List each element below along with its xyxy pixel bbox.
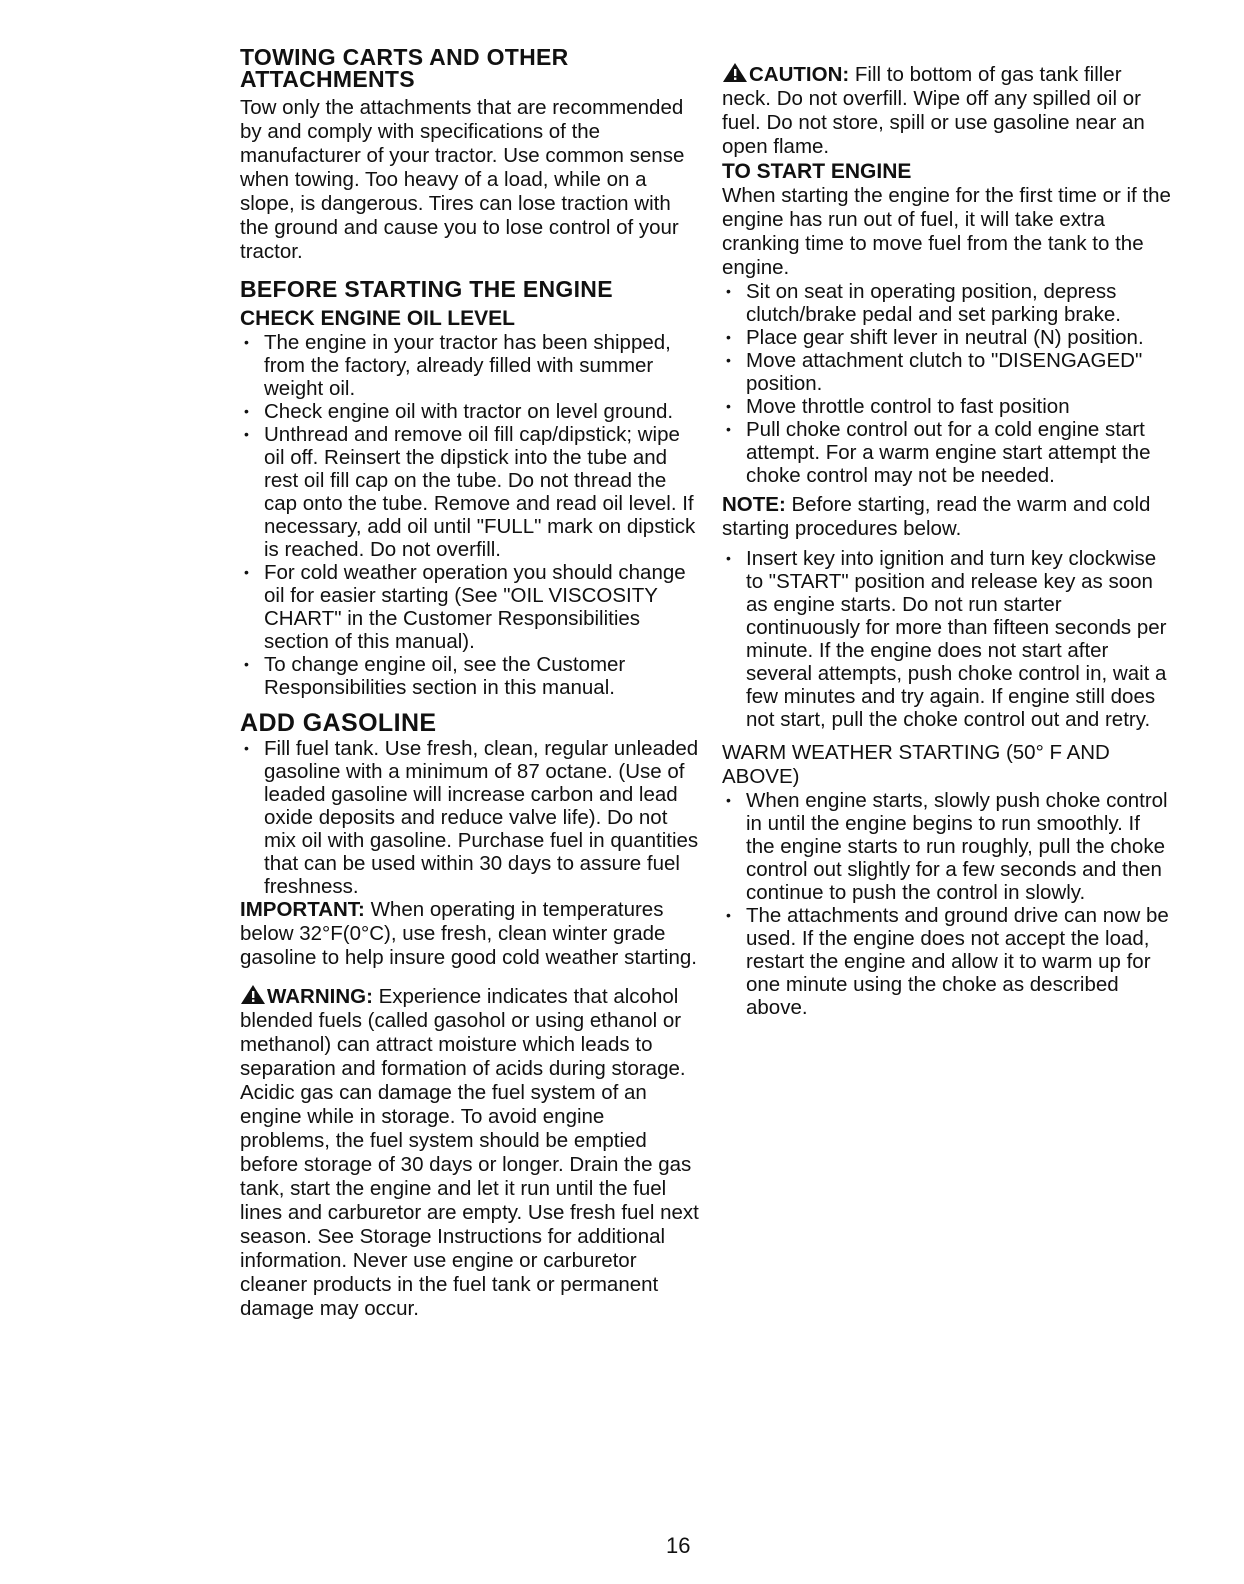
bullet-icon: • [726,792,731,808]
list-item: • Place gear shift lever in neutral (N) position. [726,326,1144,349]
important-note [240,898,700,970]
caution-label: CAUTION: [749,63,850,86]
start-steps-list [722,280,1172,487]
start-engine-body: When starting the engine for the first time or if the engine has run out of fuel, it will take extra cranking time to move fuel from the tank to the engine. [722,184,1171,279]
left-column [240,46,700,1321]
add-gasoline-heading: ADD GASOLINE [240,709,437,737]
warm-weather-list [722,789,1172,1019]
bullet-icon: • [726,352,731,368]
bullet-icon: • [244,334,249,350]
note-block [722,493,1172,541]
warm-weather-heading: WARM WEATHER STARTING (50° F AND ABOVE) [722,741,1110,788]
list-item: • Unthread and remove oil fill cap/dipstick; wipe oil off. Reinsert the dipstick into the tube and rest oil fill cap on the tube. Do not thread the cap onto the tube. Remove and read oil level. If necessary, add oil until "FULL" mark on dipstick is reached. Do not overfill. [244,423,696,561]
list-item: • Fill fuel tank. Use fresh, clean, regular unleaded gasoline with a minimum of 87 octane. (Use of leaded gasoline will increase carbon and lead oxide deposits and reduce valve life). Do not mix oil with gasoline. Purchase fuel in quantities that can be used within 30 days to assure fuel freshness. [244,737,699,898]
right-column [722,62,1172,1019]
important-text: When operating in temperatures below 32°F(0°C), use fresh, clean winter grade gasoline to help insure good cold weather starting. [240,898,697,969]
important-label: IMPORTANT: [240,898,365,921]
list-item: • Move attachment clutch to "DISENGAGED" position. [726,349,1143,395]
warning-triangle-icon [722,62,748,83]
list-item: • Check engine oil with tractor on level ground. [244,400,674,423]
warning-triangle-icon [240,984,266,1005]
list-item: • The engine in your tractor has been shipped, from the factory, already filled with summer weight oil. [244,331,671,400]
note-text: Before starting, read the warm and cold starting procedures below. [722,493,1151,540]
caution-text: Fill to bottom of gas tank filler neck. Do not overfill. Wipe off any spilled oil or fuel. Do not store, spill or use gasoline near an open flame. [722,63,1145,158]
bullet-icon: • [726,421,731,437]
bullet-icon: • [244,426,249,442]
bullet-icon: • [244,656,249,672]
bullet-icon: • [726,329,731,345]
bullet-icon: • [726,398,731,414]
list-item: • The attachments and ground drive can now be used. If the engine does not accept the load, restart the engine and allow it to warm up for one minute using the choke as described above. [726,904,1169,1019]
list-item: • Sit on seat in operating position, depress clutch/brake pedal and set parking brake. [726,280,1121,326]
gasoline-list [240,737,700,898]
list-item: • Pull choke control out for a cold engine start attempt. For a warm engine start attempt the choke control may not be needed. [726,418,1151,487]
list-item: • When engine starts, slowly push choke control in until the engine begins to run smoothly. If the engine starts to run roughly, pull the choke control out slightly for a few seconds and then continue to push the control in slowly. [726,789,1168,904]
warning-block [240,984,700,1321]
warning-label: WARNING: [267,985,373,1008]
bullet-icon: • [726,283,731,299]
bullet-icon: • [726,907,731,923]
caution-block [722,62,1172,159]
towing-heading: TOWING CARTS AND OTHER ATTACHMENTS [240,44,569,92]
key-steps-list [722,547,1172,731]
list-item: • To change engine oil, see the Customer Responsibilities section in this manual. [244,653,626,699]
before-starting-heading: BEFORE STARTING THE ENGINE [240,276,613,302]
list-item: • Insert key into ignition and turn key clockwise to "START" position and release key as soon as engine starts. Do not run starter continuously for more than fifteen seconds per minute. If the engine does not start after several attempts, push choke control in, wait a few minutes and try again. If engine still does not start, pull the choke control out and retry. [726,547,1167,731]
oil-list [240,331,700,699]
note-label: NOTE: [722,493,786,516]
bullet-icon: • [244,403,249,419]
list-item: • For cold weather operation you should change oil for easier starting (See "OIL VISCOSITY CHART" in the Customer Responsibilities section of this manual). [244,561,686,653]
page-number: 16 [666,1533,691,1558]
warning-text: Experience indicates that alcohol blended fuels (called gasohol or using ethanol or methanol) can attract moisture which leads to separation and formation of acids during storage. Acidic gas can damage the fuel system of an engine while in storage. To avoid engine problems, the fuel system should be emptied before storage of 30 days or longer. Drain the gas tank, start the engine and let it run until the fuel lines and carburetor are empty. Use fresh fuel next season. See Storage Instructions for additional information. Never use engine or carburetor cleaner products in the fuel tank or permanent damage may occur. [240,985,699,1320]
list-item: • Move throttle control to fast position [726,395,1070,418]
bullet-icon: • [244,740,249,756]
check-oil-heading: CHECK ENGINE OIL LEVEL [240,307,515,330]
to-start-engine-heading: TO START ENGINE [722,160,912,183]
bullet-icon: • [726,550,731,566]
towing-body: Tow only the attachments that are recommended by and comply with specifications of the manufacturer of your tractor. Use common sense when towing. Too heavy of a load, while on a slope, is dangerous. Tires can lose traction with the ground and cause you to lose control of your tractor. [240,96,685,263]
bullet-icon: • [244,564,249,580]
